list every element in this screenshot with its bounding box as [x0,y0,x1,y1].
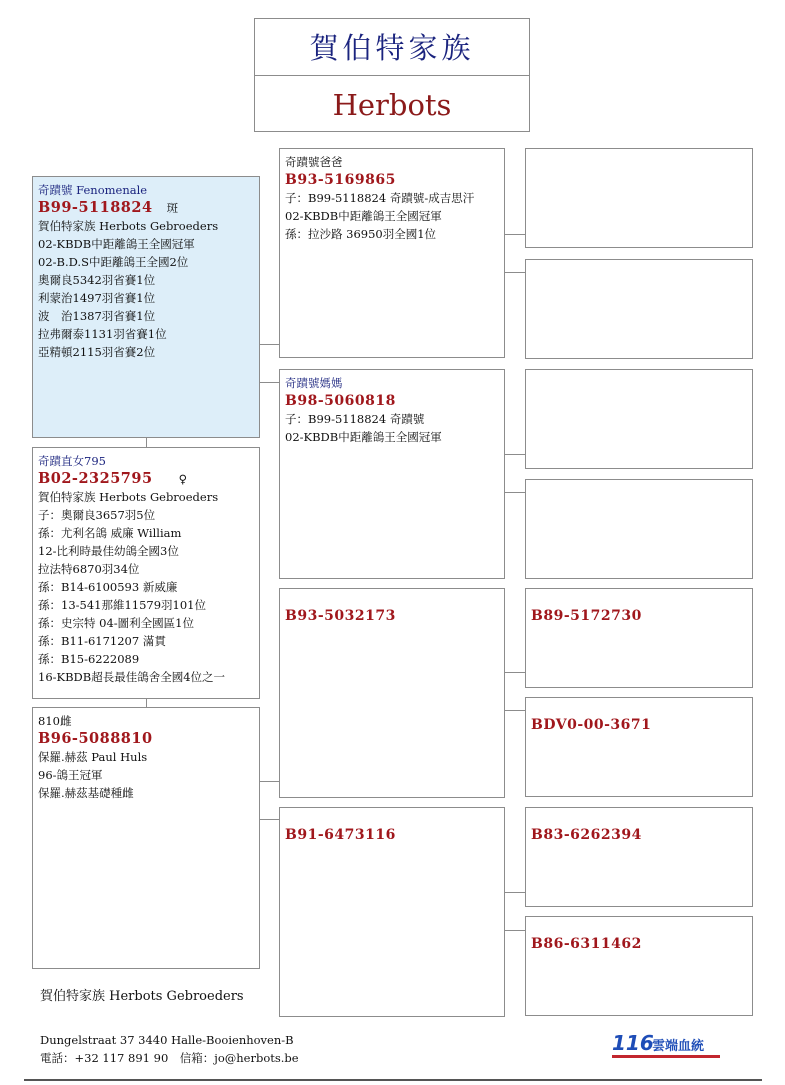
subject-card [32,176,260,438]
gen3-card [279,807,505,1017]
gen4-card [525,588,753,688]
sire-dam-line: 02-KBDB中距離鴿王全國冠軍 [285,430,442,444]
dam-sire-name: 810雌 [38,714,72,728]
gen4-ring: B89-5172730 [531,608,642,624]
dam-sire-card [32,707,260,969]
dam-line: 孫：尤利名鴿 威廉 William [38,526,182,540]
subject-line: 賀伯特家族 Herbots Gebroeders [38,219,219,233]
gen3-card [279,588,505,798]
dam-sire-line: 96-鴿王冠軍 [38,768,103,782]
gen3-ring: B93-5032173 [285,608,396,624]
connector-line [260,781,279,782]
dam-line: 孫：B15-6222089 [38,652,140,666]
sire-ring: B93-5169865 [285,172,396,188]
gen4-empty-card [525,369,753,469]
connector-line [505,454,525,455]
connector-line [505,892,525,893]
gen4-ring: B86-6311462 [531,936,642,952]
sire-dam-line: 子：B99-5118824 奇蹟號 [285,412,425,426]
title-english: Herbots [332,88,452,122]
dam-line: 孫：B14-6100593 新威廉 [38,580,178,594]
gen4-empty-card [525,259,753,359]
connector-line [260,382,279,383]
sire-line: 02-KBDB中距離鴿王全國冠軍 [285,209,442,223]
connector-line [505,234,525,235]
dam-ring: B02-2325795 [38,470,153,487]
title-chinese: 賀伯特家族 [255,19,529,76]
logo-text: 雲端血統 [652,1039,705,1054]
gen4-card [525,916,753,1016]
footer-divider [24,1079,762,1081]
cloud-pedigree-logo [612,1031,722,1057]
contact-info: 電話：+32 117 891 90 信箱：jo@herbots.be [40,1051,299,1065]
subject-ring: B99-5118824 [38,199,153,216]
sire-dam-card [279,369,505,579]
dam-sire-line: 保羅.赫茲基礎種雌 [38,786,134,800]
subject-line: 利蒙治1497羽省賽1位 [38,291,156,305]
gen3-ring: B91-6473116 [285,827,396,843]
dam-sex: ♀ [178,472,187,486]
subject-line: 波 治1387羽省賽1位 [38,309,156,323]
connector-line [260,344,279,345]
dam-line: 12-比利時最佳幼鴿全國3位 [38,544,179,558]
connector-line [505,930,525,931]
subject-line: 02-KBDB中距離鴿王全國冠軍 [38,237,195,251]
subject-line: 奧爾良5342羽省賽1位 [38,273,156,287]
gen4-card [525,807,753,907]
sire-dam-name: 奇蹟號媽媽 [285,376,343,390]
dam-line: 16-KBDB超長最佳鴿舍全國4位之一 [38,670,226,684]
sire-dam-ring: B98-5060818 [285,393,396,409]
gen4-empty-card [525,148,753,248]
breeder-name: 賀伯特家族 Herbots Gebroeders [40,989,244,1004]
logo-underline [612,1055,720,1058]
contact-block [40,1031,299,1067]
connector-line [146,699,147,707]
dam-line: 孫：B11-6171207 滿貫 [38,634,166,648]
sire-name: 奇蹟號爸爸 [285,155,343,169]
sire-line: 子：B99-5118824 奇蹟號-成吉思汗 [285,191,475,205]
dam-line: 拉法特6870羽34位 [38,562,140,576]
pedigree-title-box [254,18,530,132]
sire-card [279,148,505,358]
connector-line [505,710,525,711]
connector-line [505,492,525,493]
connector-line [505,672,525,673]
connector-line [505,272,525,273]
sire-line: 孫：拉沙路 36950羽全國1位 [285,227,437,241]
subject-line: 02-B.D.S中距離鴿王全國2位 [38,255,189,269]
dam-line: 賀伯特家族 Herbots Gebroeders [38,490,219,504]
dam-card [32,447,260,699]
subject-line: 拉弗爾泰1131羽省賽1位 [38,327,167,341]
connector-line [260,819,279,820]
subject-name: 奇蹟號 Fenomenale [38,183,148,197]
subject-color: 斑 [166,201,179,215]
address: Dungelstraat 37 3440 Halle-Booienhoven-B [40,1033,294,1047]
subject-line: 亞精頓2115羽省賽2位 [38,345,156,359]
dam-line: 孫：13-541那維11579羽101位 [38,598,207,612]
gen4-ring: B83-6262394 [531,827,642,843]
dam-name: 奇蹟直女795 [38,454,106,468]
gen4-ring: BDV0-00-3671 [531,717,652,733]
dam-sire-ring: B96-5088810 [38,730,153,747]
gen4-empty-card [525,479,753,579]
dam-line: 子：奧爾良3657羽5位 [38,508,156,522]
dam-sire-line: 保羅.赫茲 Paul Huls [38,750,148,764]
connector-line [146,438,147,447]
logo-number: 116 [612,1031,654,1055]
gen4-card [525,697,753,797]
dam-line: 孫：史宗特 04-圖利全國區1位 [38,616,194,630]
